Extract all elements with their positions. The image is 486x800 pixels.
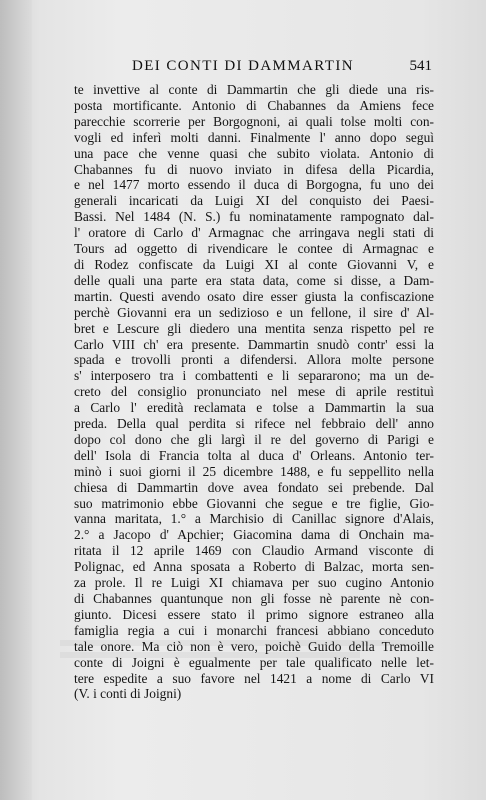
text-line: preda. Della qual perdita si rifece nel febbraio dell' anno <box>74 416 434 432</box>
page-number: 541 <box>409 58 432 74</box>
text-line: minò i suoi giorni il 25 dicembre 1488, e fu seppellito nella <box>74 463 434 479</box>
text-line: e nel 1477 morto essendo il duca di Borgogna, fu uno dei <box>74 177 434 193</box>
text-line: giunto. Dicesi essere stato il primo signore estraneo alla <box>74 606 434 622</box>
text-line: martin. Questi avendo osato dire esser giusta la confiscazione <box>74 288 434 304</box>
text-line: l' oratore di Carlo d' Armagnac che arringava negli stati di <box>74 225 434 241</box>
text-line: Tours ad oggetto di rivendicare le contee di Armagnac e <box>74 241 434 257</box>
text-line: delle quali una parte era stata data, come si disse, a Dam- <box>74 272 434 288</box>
text-line: (V. i conti di Joigni) <box>74 686 182 702</box>
body-text <box>74 82 434 702</box>
text-line: suo matrimonio ebbe Giovanni che segue e tre figlie, Gio- <box>74 495 434 511</box>
text-line: Chabannes fu di nuovo inviato in difesa della Picardia, <box>74 161 434 177</box>
text-line: 2.° a Jacopo d' Apchier; Giacomina dama di Onchain ma- <box>74 527 434 543</box>
text-line: perchè Giovanni era un sedizioso e un fellone, il sire d' Al- <box>74 304 434 320</box>
text-line: chiesa di Dammartin dove avea fondato sei prebende. Dal <box>74 479 434 495</box>
text-line: conte di Joigni è egualmente per tale qualificato nelle let- <box>74 654 434 670</box>
text-line: creto del consiglio pronunciato nel mese di aprile restituì <box>74 384 434 400</box>
text-line: una pace che venne quasi che subito violata. Antonio di <box>74 145 434 161</box>
text-line: s' interposero tra i combattenti e li separarono; ma un de- <box>74 368 434 384</box>
text-line: spada e trovolli pronti a difendersi. Allora molte persone <box>74 352 434 368</box>
text-line: vanna maritata, 1.° a Marchisio di Canillac signore d'Alais, <box>74 511 434 527</box>
text-line: dell' Isola di Francia tolta al duca d' Orleans. Antonio ter- <box>74 447 434 463</box>
text-line: posta mortificante. Antonio di Chabannes da Amiens fece <box>74 97 434 113</box>
running-title: DEI CONTI DI DAMMARTIN <box>132 58 354 74</box>
text-line: di Rodez confiscate da Luigi XI al conte Giovanni V, e <box>74 256 434 272</box>
text-line: Carlo VIII ch' era presente. Dammartin snudò contr' essi la <box>74 336 434 352</box>
text-line: te invettive al conte di Dammartin che gli diede una ris- <box>74 82 434 97</box>
text-line: tale onore. Ma ciò non è vero, poichè Guido della Tremoille <box>74 638 434 654</box>
text-line: famiglia regia a cui i monarchi francesi abbiano conceduto <box>74 622 434 638</box>
text-line: tere espedite a suo favore nel 1421 a nome di Carlo VI <box>74 670 434 686</box>
page-gutter-shadow <box>0 0 32 800</box>
text-line: parecchie scorrerie per Borgognoni, ai quali tolse molti con- <box>74 113 434 129</box>
text-line: Bassi. Nel 1484 (N. S.) fu nominatamente rampognato dal- <box>74 209 434 225</box>
page-header <box>72 58 432 78</box>
text-line: bret e Lescure gli diedero una mentita senza rispetto pel re <box>74 320 434 336</box>
text-line: za prole. Il re Luigi XI chiamava per suo cugino Antonio <box>74 575 434 591</box>
text-line: generali incaricati da Luigi XI del conquisto dei Paesi- <box>74 193 434 209</box>
text-line: dopo col dono che gli largì il re del governo di Parigi e <box>74 431 434 447</box>
text-line: vogli ed inferì molti danni. Finalmente l' anno dopo seguì <box>74 129 434 145</box>
text-line: a Carlo l' eredità reclamata e tolse a Dammartin la sua <box>74 400 434 416</box>
text-line: ritata il 12 aprile 1469 con Claudio Armand visconte di <box>74 543 434 559</box>
text-line: di Chabannes quantunque non gli fosse nè parente nè con- <box>74 591 434 606</box>
text-line: Polignac, ed Anna sposata a Roberto di Balzac, morta sen- <box>74 559 434 575</box>
